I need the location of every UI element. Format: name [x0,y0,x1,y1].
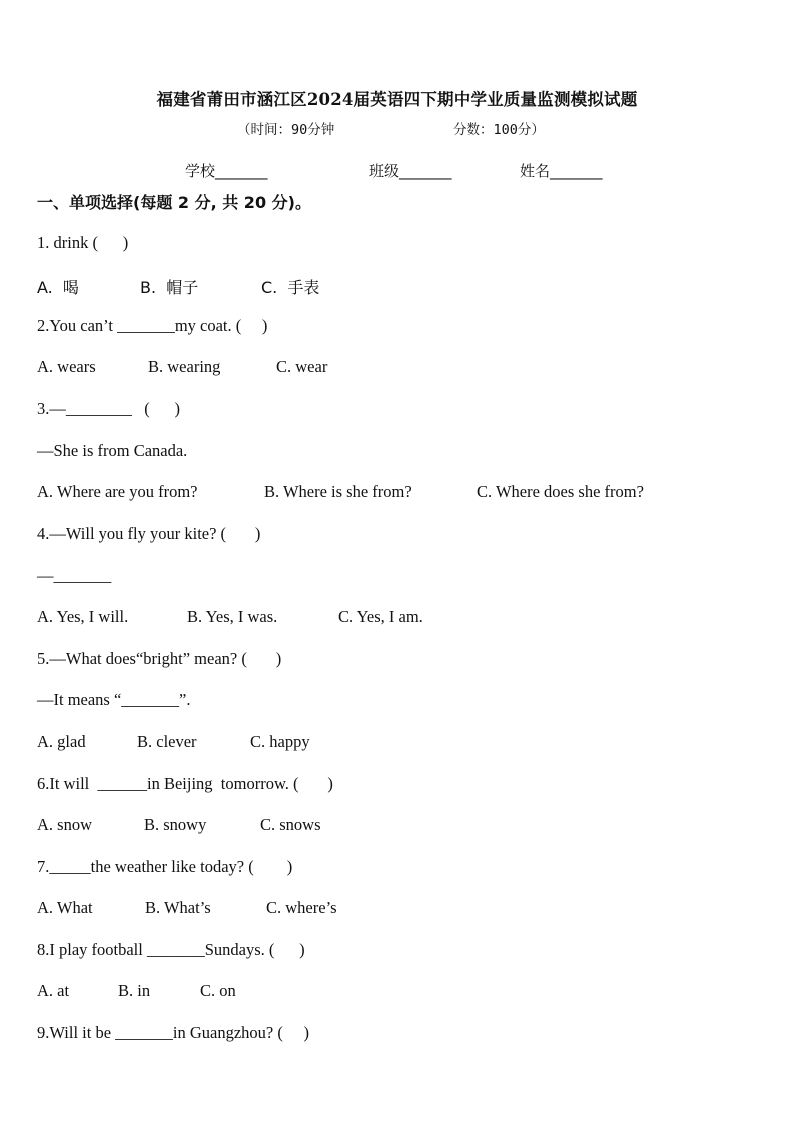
q8-option-a: A. at [37,981,70,1000]
q4-option-c: C. Yes, I am. [338,607,423,626]
q5-option-c: C. happy [250,732,310,751]
question-3: 3.—________ ( ) [37,399,180,418]
question-6: 6.It will ______in Beijing tomorrow. ( ) [37,774,333,793]
school-field: 学校_______ [185,162,268,180]
q6-option-b: B. snowy [144,815,207,834]
q3-option-b: B. Where is she from? [264,482,412,501]
q4-option-a: A. Yes, I will. [37,607,129,626]
q1-option-a: A. 喝 [37,278,79,297]
question-7: 7._____the weather like today? ( ) [37,857,293,876]
q2-option-c: C. wear [276,357,328,376]
question-9: 9.Will it be _______in Guangzhou? ( ) [37,1023,309,1042]
q1-option-c: C. 手表 [261,278,320,297]
class-field: 班级_______ [369,162,452,180]
q5-option-b: B. clever [137,732,197,751]
q2-option-b: B. wearing [148,357,221,376]
exam-time: （时间：90分钟 [237,122,335,138]
q3-option-c: C. Where does she from? [477,482,644,501]
q6-option-c: C. snows [260,815,321,834]
q3-option-a: A. Where are you from? [37,482,198,501]
question-1: 1. drink ( ) [37,233,129,252]
exam-score: 分数：100分） [453,122,545,138]
q7-option-a: A. What [37,898,93,917]
q7-option-c: C. where’s [266,898,337,917]
q8-option-b: B. in [118,981,151,1000]
q5-option-a: A. glad [37,732,86,751]
question-3-answer-line: —She is from Canada. [37,441,188,460]
question-2: 2.You can’t _______my coat. ( ) [37,316,268,335]
question-5-answer-line: —It means “_______”. [37,690,191,709]
question-4: 4.—Will you fly your kite? ( ) [37,524,261,543]
question-8: 8.I play football _______Sundays. ( ) [37,940,305,959]
page-title: 福建省莆田市涵江区2024届英语四下期中学业质量监测模拟试题 [156,90,638,109]
q2-option-a: A. wears [37,357,96,376]
q1-option-b: B. 帽子 [140,278,199,297]
question-4-answer-line: —_______ [37,566,112,585]
q4-option-b: B. Yes, I was. [187,607,278,626]
section-heading: 一、单项选择(每题 2 分, 共 20 分)。 [37,193,311,212]
q7-option-b: B. What’s [145,898,211,917]
name-field: 姓名_______ [520,162,603,180]
question-5: 5.—What does“bright” mean? ( ) [37,649,282,668]
q8-option-c: C. on [200,981,236,1000]
q6-option-a: A. snow [37,815,93,834]
